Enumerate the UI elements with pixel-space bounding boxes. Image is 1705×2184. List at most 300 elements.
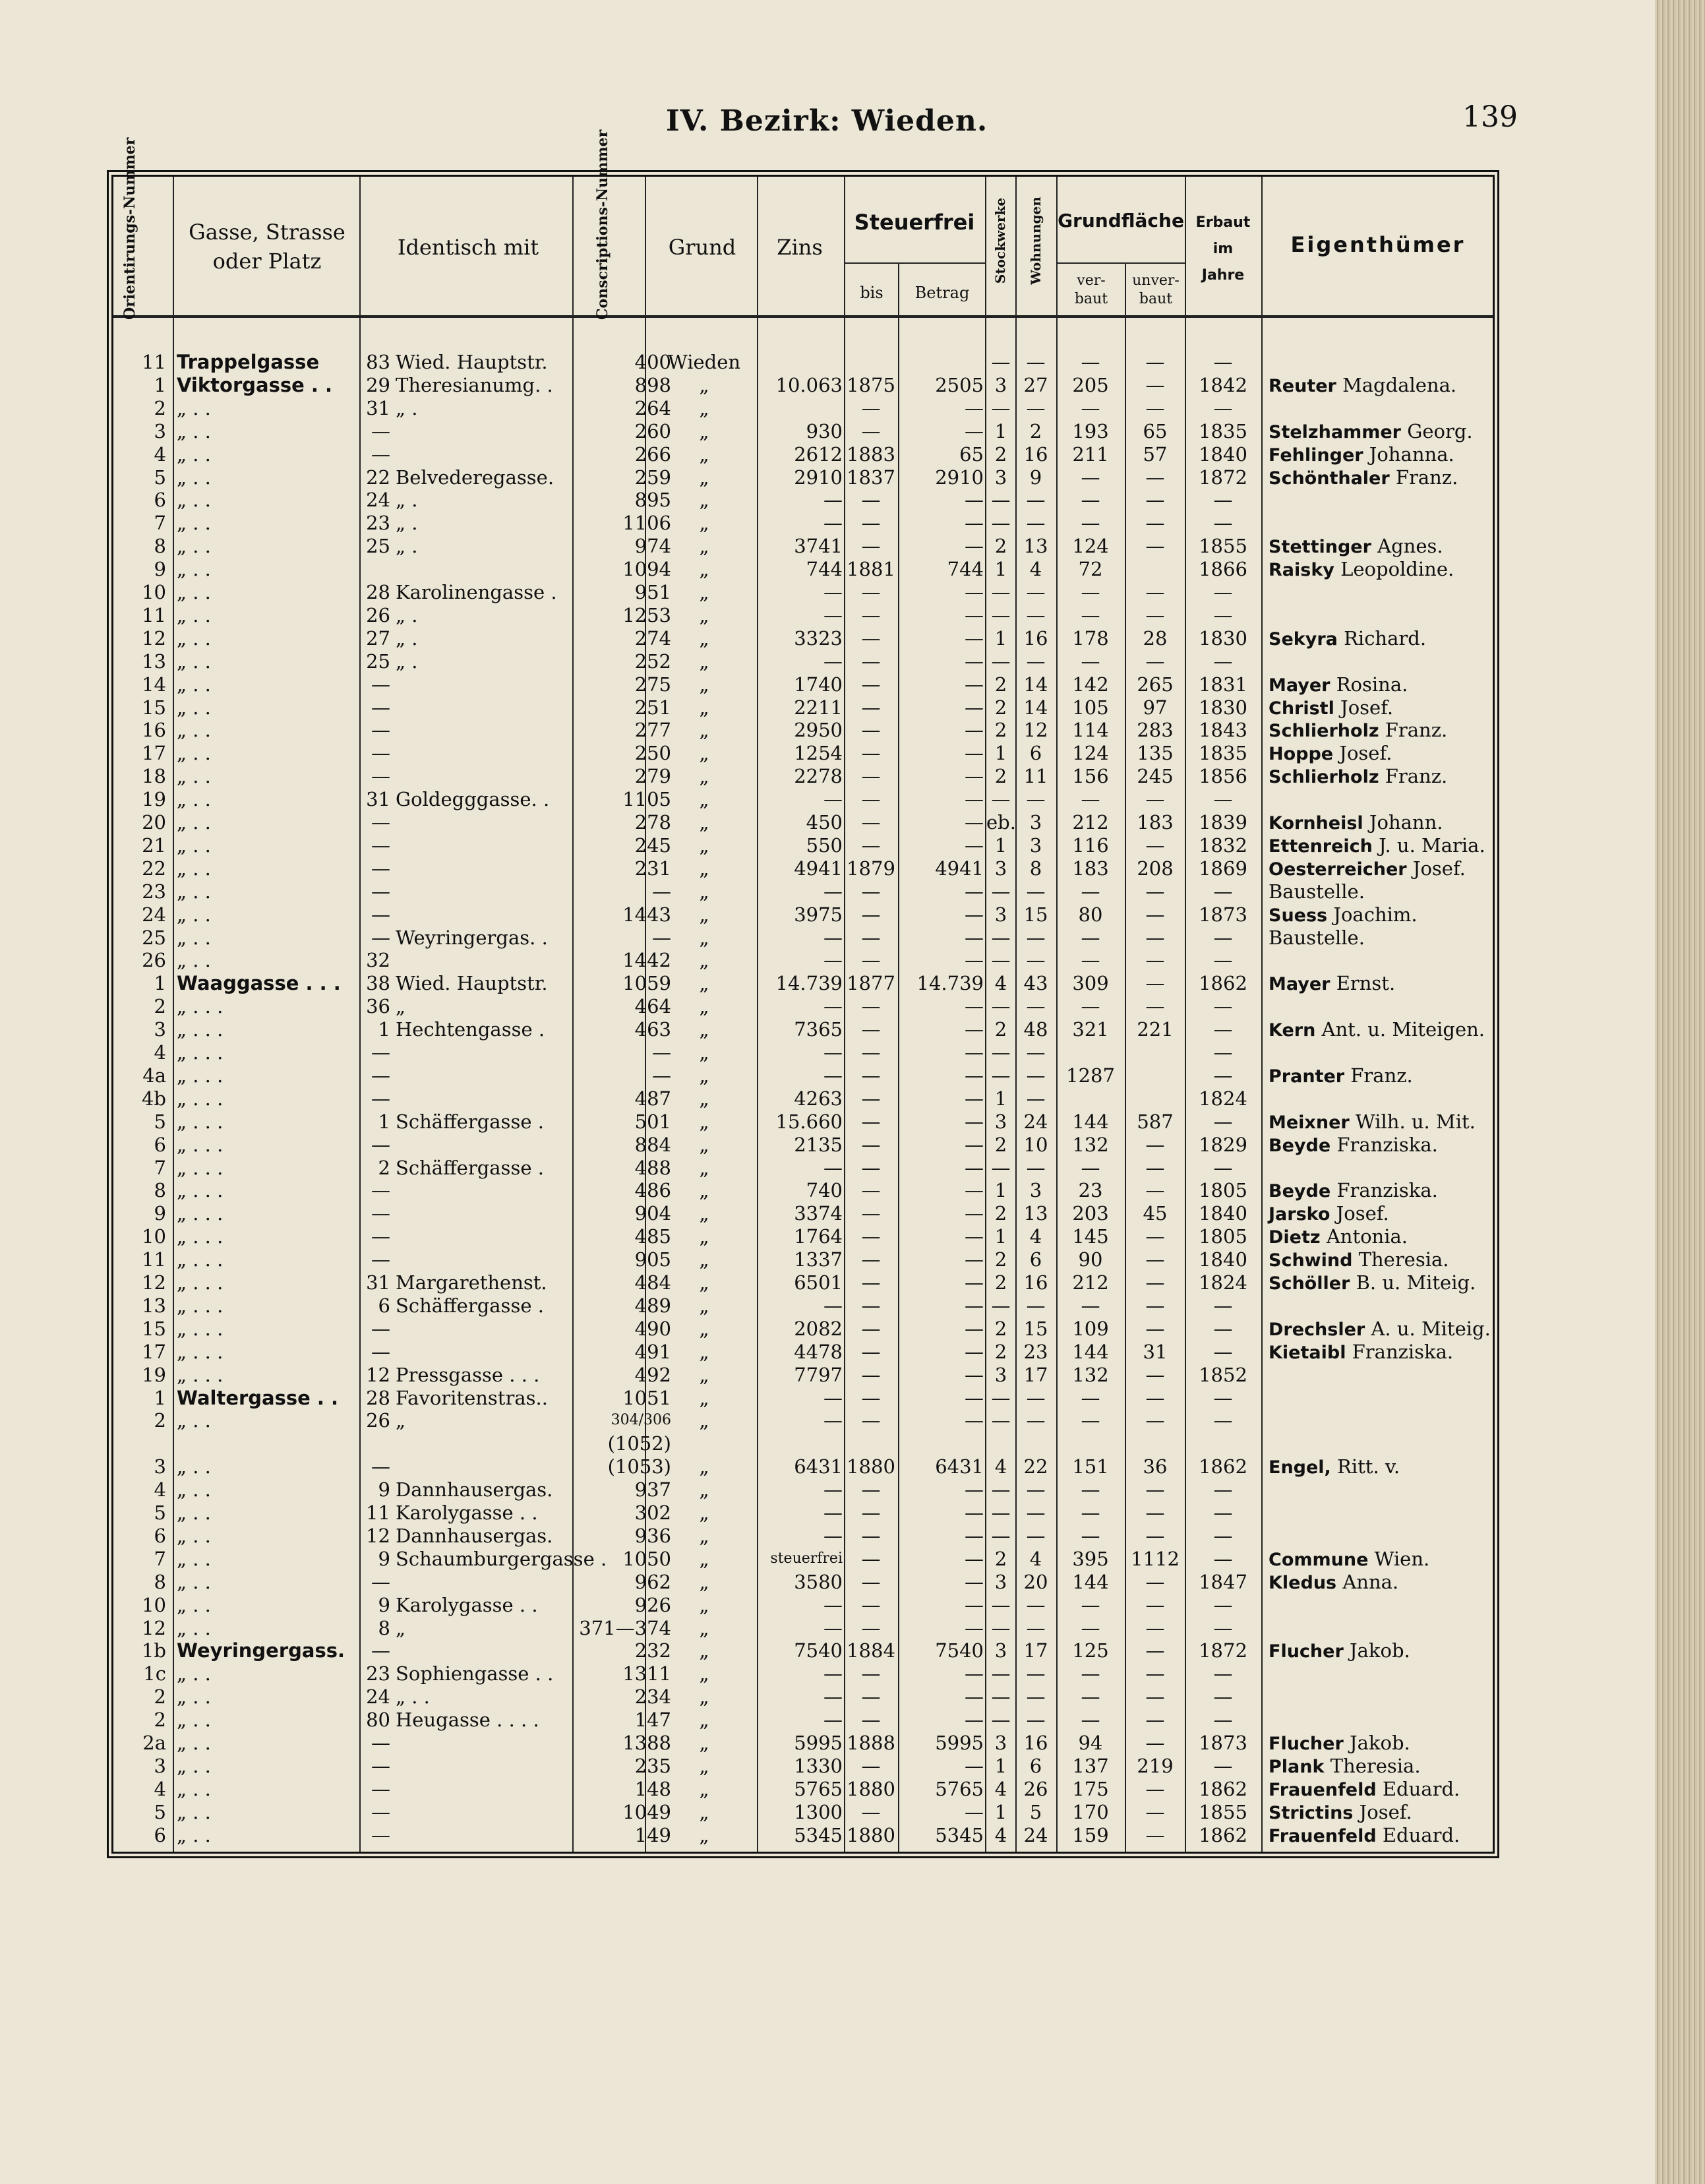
cell-verbaut: 124	[1072, 535, 1109, 558]
cell-betrag: 744	[947, 558, 984, 581]
cell-wohn: —	[1026, 1524, 1046, 1547]
cell-zins	[758, 351, 843, 373]
table-row	[113, 926, 1493, 949]
cell-ident-num: 32	[366, 949, 390, 972]
cell-zins: 5995	[794, 1732, 843, 1754]
cell-ident-num: —	[371, 1455, 390, 1478]
cell-gasse: „ . .	[177, 512, 211, 535]
owner-surname: Drechsler	[1269, 1319, 1365, 1340]
cell-wohn: 27	[1023, 373, 1048, 396]
cell-wohn: 16	[1023, 626, 1048, 650]
cell-stock: —	[991, 1294, 1011, 1317]
cell-owner	[1269, 1662, 1493, 1685]
cell-grund: „	[699, 811, 709, 834]
cell-stock: 1	[994, 1179, 1007, 1202]
cell-owner	[1269, 1409, 1493, 1432]
cell-gasse: Waltergasse . .	[177, 1386, 339, 1409]
cell-owner	[1269, 397, 1493, 419]
cell-erbaut: 1856	[1199, 765, 1247, 788]
cell-owner	[1269, 742, 1493, 764]
cell-stock: 2	[994, 1340, 1007, 1363]
table-row	[113, 1525, 1493, 1547]
cell-ident-name	[396, 420, 572, 442]
cell-ident-num: 1	[378, 1110, 390, 1133]
cell-erbaut: —	[1213, 1340, 1233, 1363]
header-consc: Conscriptions-Nummer	[594, 129, 611, 320]
cell-unverbaut: —	[1145, 1593, 1165, 1616]
cell-verbaut: —	[1081, 1156, 1100, 1179]
cell-bis: —	[861, 626, 881, 650]
cell-bis	[845, 351, 897, 373]
cell-zins: 2278	[794, 765, 843, 788]
cell-bis: 1880	[847, 1823, 895, 1846]
cell-grund: „	[699, 1317, 709, 1340]
cell-ident-num: —	[371, 719, 390, 742]
table-row	[113, 1341, 1493, 1363]
cell-ident-name	[396, 696, 572, 719]
cell-erbaut: 1843	[1199, 719, 1247, 742]
cell-verbaut: 321	[1072, 1018, 1109, 1041]
cell-ident-num	[364, 558, 390, 580]
cell-ident-name	[396, 1755, 572, 1777]
cell-ident-num: —	[371, 1041, 390, 1064]
owner-given: Rosina.	[1330, 673, 1408, 696]
cell-wohn: 6	[1029, 742, 1042, 765]
cell-orient: 4a	[142, 1064, 166, 1087]
cell-betrag: 5345	[935, 1823, 984, 1846]
cell-bis: —	[861, 995, 881, 1018]
cell-zins: —	[823, 1502, 843, 1524]
cell-stock: 1	[994, 834, 1007, 857]
cell-consc: —	[652, 880, 671, 903]
cell-owner	[1269, 880, 1493, 903]
cell-consc: 279	[634, 765, 671, 788]
cell-stock: 1	[994, 742, 1007, 765]
cell-ident-name: „ .	[396, 603, 418, 626]
cell-verbaut: 23	[1078, 1179, 1103, 1202]
page-title: IV. Bezirk: Wieden.	[666, 104, 988, 138]
owner-given: Ritt. v.	[1331, 1455, 1400, 1478]
cell-erbaut: 1840	[1199, 442, 1247, 466]
cell-ident-num: 8	[378, 1616, 390, 1639]
cell-unverbaut: —	[1145, 512, 1165, 535]
cell-wohn: —	[1026, 512, 1046, 535]
owner-surname: Schwind	[1269, 1250, 1353, 1271]
cell-erbaut: —	[1213, 512, 1233, 535]
cell-betrag: —	[965, 1478, 984, 1502]
cell-verbaut: —	[1081, 880, 1100, 903]
cell-gasse: „ . .	[177, 419, 211, 442]
table-row	[113, 903, 1493, 926]
cell-gasse: „ . . .	[177, 1340, 224, 1363]
cell-unverbaut: 36	[1143, 1455, 1168, 1478]
cell-orient: 17	[142, 742, 166, 765]
cell-zins: 1764	[794, 1225, 843, 1248]
table-row	[113, 1318, 1493, 1340]
cell-betrag: —	[965, 949, 984, 972]
cell-orient: 6	[154, 489, 166, 512]
owner-surname: Flucher	[1269, 1734, 1344, 1754]
cell-orient: 24	[142, 903, 166, 926]
cell-unverbaut: —	[1145, 1225, 1165, 1248]
cell-gasse: „ . . .	[177, 1110, 224, 1133]
cell-consc: 491	[634, 1340, 671, 1363]
cell-betrag: —	[965, 512, 984, 535]
cell-bis: —	[861, 765, 881, 788]
cell-unverbaut: —	[1145, 581, 1165, 603]
table-row	[113, 443, 1493, 466]
cell-wohn: 4	[1029, 1547, 1042, 1570]
cell-bis: —	[861, 1547, 881, 1570]
cell-erbaut: —	[1213, 1662, 1233, 1685]
cell-unverbaut: —	[1145, 1662, 1165, 1685]
cell-wohn: 16	[1023, 1732, 1048, 1754]
cell-erbaut: —	[1213, 1502, 1233, 1524]
cell-ident-name: Schäffergasse .	[396, 1110, 544, 1133]
cell-owner	[1269, 1294, 1493, 1317]
cell-unverbaut: —	[1145, 1478, 1165, 1502]
cell-ident-num: —	[371, 1202, 390, 1225]
cell-ident-name	[396, 1179, 572, 1201]
owner-surname: Schönthaler	[1269, 468, 1390, 489]
cell-betrag: —	[965, 719, 984, 742]
cell-consc: 1049	[622, 1800, 671, 1823]
owner-given: Leopoldine.	[1334, 558, 1454, 581]
cell-verbaut: —	[1081, 351, 1100, 373]
cell-owner	[1269, 788, 1493, 810]
cell-zins: 3374	[794, 1202, 843, 1225]
cell-grund: „	[699, 603, 709, 626]
cell-grund: „	[699, 1110, 709, 1133]
cell-gasse: „ . .	[177, 765, 211, 788]
cell-gasse: „ . . .	[177, 1179, 224, 1202]
cell-verbaut: 183	[1072, 857, 1109, 880]
table-row	[113, 1387, 1493, 1409]
cell-stock: 2	[994, 535, 1007, 558]
table-row	[113, 1617, 1493, 1639]
cell-erbaut: 1830	[1199, 626, 1247, 650]
cell-unverbaut: 265	[1137, 673, 1174, 696]
cell-ident-num: 9	[378, 1547, 390, 1570]
cell-orient: 10	[142, 581, 166, 603]
cell-orient: 19	[142, 788, 166, 811]
cell-gasse: Viktorgasse . .	[177, 373, 332, 396]
cell-zins: —	[823, 1386, 843, 1409]
cell-unverbaut: 219	[1137, 1754, 1174, 1777]
cell-owner	[1269, 1432, 1493, 1455]
owner-surname: Plank	[1269, 1756, 1325, 1777]
table-row	[113, 995, 1493, 1017]
cell-ident-name	[396, 880, 572, 903]
cell-gasse: „ . .	[177, 1524, 211, 1547]
cell-grund: „	[699, 1777, 709, 1800]
cell-unverbaut: —	[1145, 1386, 1165, 1409]
cell-erbaut: —	[1213, 1616, 1233, 1639]
cell-unverbaut: —	[1145, 903, 1165, 926]
cell-ident-num: —	[371, 742, 390, 765]
cell-ident-name	[396, 1801, 572, 1823]
cell-grund: „	[699, 373, 709, 396]
cell-wohn: —	[1026, 926, 1046, 949]
cell-ident-name	[396, 1639, 572, 1662]
cell-betrag: —	[965, 1593, 984, 1616]
cell-ident-num: —	[371, 1800, 390, 1823]
cell-betrag: —	[965, 1502, 984, 1524]
cell-verbaut: 105	[1072, 696, 1109, 719]
cell-ident-num: —	[371, 1732, 390, 1754]
cell-consc: 905	[634, 1248, 671, 1271]
cell-consc: 926	[634, 1593, 671, 1616]
cell-wohn: 8	[1029, 857, 1042, 880]
cell-wohn	[1017, 1432, 1055, 1455]
cell-zins: —	[823, 1709, 843, 1732]
cell-verbaut: 109	[1072, 1317, 1109, 1340]
cell-grund: „	[699, 1133, 709, 1156]
cell-orient: 10	[142, 1593, 166, 1616]
cell-betrag: 14.739	[916, 972, 984, 995]
table-row	[113, 1248, 1493, 1271]
cell-stock: 2	[994, 1248, 1007, 1271]
owner-surname: Mayer	[1269, 675, 1331, 696]
cell-wohn: 12	[1023, 719, 1048, 742]
owner-given: B. u. Miteig.	[1350, 1271, 1476, 1294]
cell-orient: 9	[154, 1202, 166, 1225]
owner-given: Antonia.	[1320, 1225, 1408, 1248]
header-gasse: Gasse, Strasse oder Platz	[189, 220, 345, 274]
cell-erbaut: 1862	[1199, 1823, 1247, 1846]
cell-verbaut: 116	[1072, 834, 1109, 857]
cell-orient: 1c	[143, 1662, 166, 1685]
cell-stock: 3	[994, 1639, 1007, 1662]
cell-wohn: 26	[1023, 1777, 1048, 1800]
cell-grund	[651, 1432, 757, 1455]
cell-grund: „	[699, 396, 709, 419]
cell-stock: —	[991, 396, 1011, 419]
cell-bis: —	[861, 1662, 881, 1685]
cell-consc: 259	[634, 466, 671, 489]
cell-ident-name: „	[396, 1409, 406, 1432]
cell-orient: 4	[154, 442, 166, 466]
cell-ident-name: Schaumburgergasse .	[396, 1547, 607, 1570]
cell-wohn: —	[1026, 1662, 1046, 1685]
cell-consc: 1311	[622, 1662, 671, 1685]
cell-consc: (1052)	[607, 1432, 671, 1455]
cell-bis: —	[861, 811, 881, 834]
cell-grund: „	[699, 1340, 709, 1363]
cell-orient: 7	[154, 1547, 166, 1570]
header-eigen: Eigenthümer	[1290, 232, 1466, 257]
cell-wohn: —	[1026, 880, 1046, 903]
cell-ident-name: „ .	[396, 626, 418, 650]
cell-wohn: 20	[1023, 1570, 1048, 1593]
cell-stock: —	[991, 489, 1011, 512]
header-bis: bis	[860, 284, 883, 302]
cell-betrag: —	[965, 1317, 984, 1340]
cell-gasse: „ . . .	[177, 1087, 224, 1110]
cell-ident-name	[396, 1134, 572, 1156]
cell-zins: 4263	[794, 1087, 843, 1110]
table-row	[113, 1364, 1493, 1386]
cell-betrag: —	[965, 1248, 984, 1271]
cell-erbaut: 1835	[1199, 742, 1247, 765]
cell-betrag: —	[965, 903, 984, 926]
cell-stock: 1	[994, 419, 1007, 442]
cell-erbaut: 1842	[1199, 373, 1247, 396]
cell-grund: „	[699, 466, 709, 489]
cell-orient: 11	[142, 1248, 166, 1271]
cell-grund: Wieden	[667, 351, 741, 373]
cell-grund: „	[699, 1041, 709, 1064]
cell-gasse: „ . .	[177, 1732, 211, 1754]
cell-stock: 1	[994, 1087, 1007, 1110]
cell-ident-name: „ .	[396, 396, 418, 419]
cell-ident-num: —	[371, 1777, 390, 1800]
cell-verbaut: —	[1081, 512, 1100, 535]
cell-erbaut: —	[1213, 1685, 1233, 1709]
cell-owner	[1269, 1157, 1493, 1179]
table-row	[113, 1732, 1493, 1754]
cell-ident-name: „ . .	[396, 1685, 430, 1709]
cell-erbaut: —	[1213, 1110, 1233, 1133]
cell-zins: 7540	[794, 1639, 843, 1662]
cell-betrag: 5995	[935, 1732, 984, 1754]
cell-verbaut: —	[1081, 1662, 1100, 1685]
cell-betrag: —	[965, 1294, 984, 1317]
cell-verbaut: —	[1081, 1478, 1100, 1502]
cell-stock: 3	[994, 903, 1007, 926]
table-row	[113, 1455, 1493, 1478]
cell-erbaut	[1187, 1432, 1259, 1455]
cell-orient: 8	[154, 535, 166, 558]
table-row	[113, 880, 1493, 903]
cell-bis: —	[861, 949, 881, 972]
cell-ident-num: 26	[366, 603, 390, 626]
cell-verbaut: 94	[1078, 1732, 1103, 1754]
table-row	[113, 1041, 1493, 1064]
cell-owner	[1269, 903, 1493, 926]
cell-owner	[1269, 1179, 1493, 1201]
cell-orient: 1	[154, 972, 166, 995]
cell-owner	[1269, 1064, 1493, 1087]
cell-unverbaut	[1126, 558, 1184, 580]
cell-bis: —	[861, 1317, 881, 1340]
cell-unverbaut	[1126, 1087, 1184, 1110]
header-rule	[1056, 262, 1185, 264]
table-row	[113, 466, 1493, 489]
cell-bis: —	[861, 742, 881, 765]
cell-unverbaut: —	[1145, 351, 1165, 373]
cell-unverbaut: —	[1145, 926, 1165, 949]
cell-consc: 278	[634, 811, 671, 834]
cell-orient: 6	[154, 1823, 166, 1846]
table-row	[113, 1087, 1493, 1110]
cell-unverbaut	[1126, 1432, 1184, 1455]
cell-owner	[1269, 1248, 1493, 1271]
cell-zins: 450	[806, 811, 843, 834]
cell-wohn: 2	[1029, 419, 1042, 442]
cell-zins: —	[823, 1524, 843, 1547]
cell-consc: 492	[634, 1363, 671, 1386]
cell-owner	[1269, 1617, 1493, 1639]
header-steuerfrei: Steuerfrei	[854, 210, 975, 235]
cell-grund: „	[699, 880, 709, 903]
cell-ident-num: 31	[366, 396, 390, 419]
cell-consc: —	[652, 926, 671, 949]
cell-unverbaut: —	[1145, 489, 1165, 512]
cell-grund: „	[699, 1064, 709, 1087]
cell-bis: —	[861, 1133, 881, 1156]
cell-bis: 1883	[847, 442, 895, 466]
cell-ident-name	[396, 1455, 572, 1478]
header-erbaut: Erbaut im Jahre	[1195, 214, 1251, 284]
cell-owner	[1269, 949, 1493, 971]
cell-zins: 2135	[794, 1133, 843, 1156]
cell-erbaut: 1839	[1199, 811, 1247, 834]
cell-orient: 20	[142, 811, 166, 834]
cell-erbaut: —	[1213, 995, 1233, 1018]
table-row	[113, 696, 1493, 719]
cell-betrag: —	[965, 1570, 984, 1593]
cell-bis: 1880	[847, 1777, 895, 1800]
cell-bis: 1881	[847, 558, 895, 581]
cell-consc: 235	[634, 1754, 671, 1777]
cell-owner	[1269, 466, 1493, 489]
cell-erbaut: 1829	[1199, 1133, 1247, 1156]
cell-orient: 1	[154, 1386, 166, 1409]
cell-ident-name: Margarethenst.	[396, 1271, 547, 1294]
cell-stock: —	[991, 1041, 1011, 1064]
cell-erbaut: 1869	[1199, 857, 1247, 880]
cell-ident-num: —	[371, 696, 390, 719]
cell-zins: 4478	[794, 1340, 843, 1363]
cell-verbaut: —	[1081, 1409, 1100, 1432]
cell-owner	[1269, 1387, 1493, 1409]
cell-grund: „	[699, 949, 709, 972]
cell-stock: 2	[994, 1317, 1007, 1340]
cell-gasse: „ . .	[177, 1777, 211, 1800]
header-ident: Identisch mit	[397, 235, 539, 260]
cell-orient: 12	[142, 626, 166, 650]
cell-unverbaut: —	[1145, 1156, 1165, 1179]
cell-wohn: —	[1026, 1709, 1046, 1732]
cell-betrag: 6431	[935, 1455, 984, 1478]
cell-ident-name: „	[396, 1616, 406, 1639]
cell-owner	[1269, 811, 1493, 834]
owner-surname: Dietz	[1269, 1227, 1321, 1248]
cell-zins: 1740	[794, 673, 843, 696]
cell-stock: 1	[994, 1225, 1007, 1248]
cell-wohn: —	[1026, 581, 1046, 603]
cell-grund: „	[699, 1570, 709, 1593]
cell-verbaut: —	[1081, 1685, 1100, 1709]
cell-bis: —	[861, 673, 881, 696]
cell-owner	[1269, 1087, 1493, 1110]
cell-ident-num: —	[371, 442, 390, 466]
cell-stock: 2	[994, 1547, 1007, 1570]
cell-verbaut: 132	[1072, 1363, 1109, 1386]
cell-wohn: —	[1026, 1478, 1046, 1502]
cell-consc: 904	[634, 1202, 671, 1225]
cell-unverbaut: —	[1145, 1570, 1165, 1593]
cell-owner	[1269, 1778, 1493, 1800]
cell-unverbaut: —	[1145, 373, 1165, 396]
cell-orient: 5	[154, 1110, 166, 1133]
cell-orient: 13	[142, 650, 166, 673]
cell-verbaut: 159	[1072, 1823, 1109, 1846]
cell-erbaut: —	[1213, 1709, 1233, 1732]
cell-zins: 5345	[794, 1823, 843, 1846]
table-row	[113, 1271, 1493, 1294]
